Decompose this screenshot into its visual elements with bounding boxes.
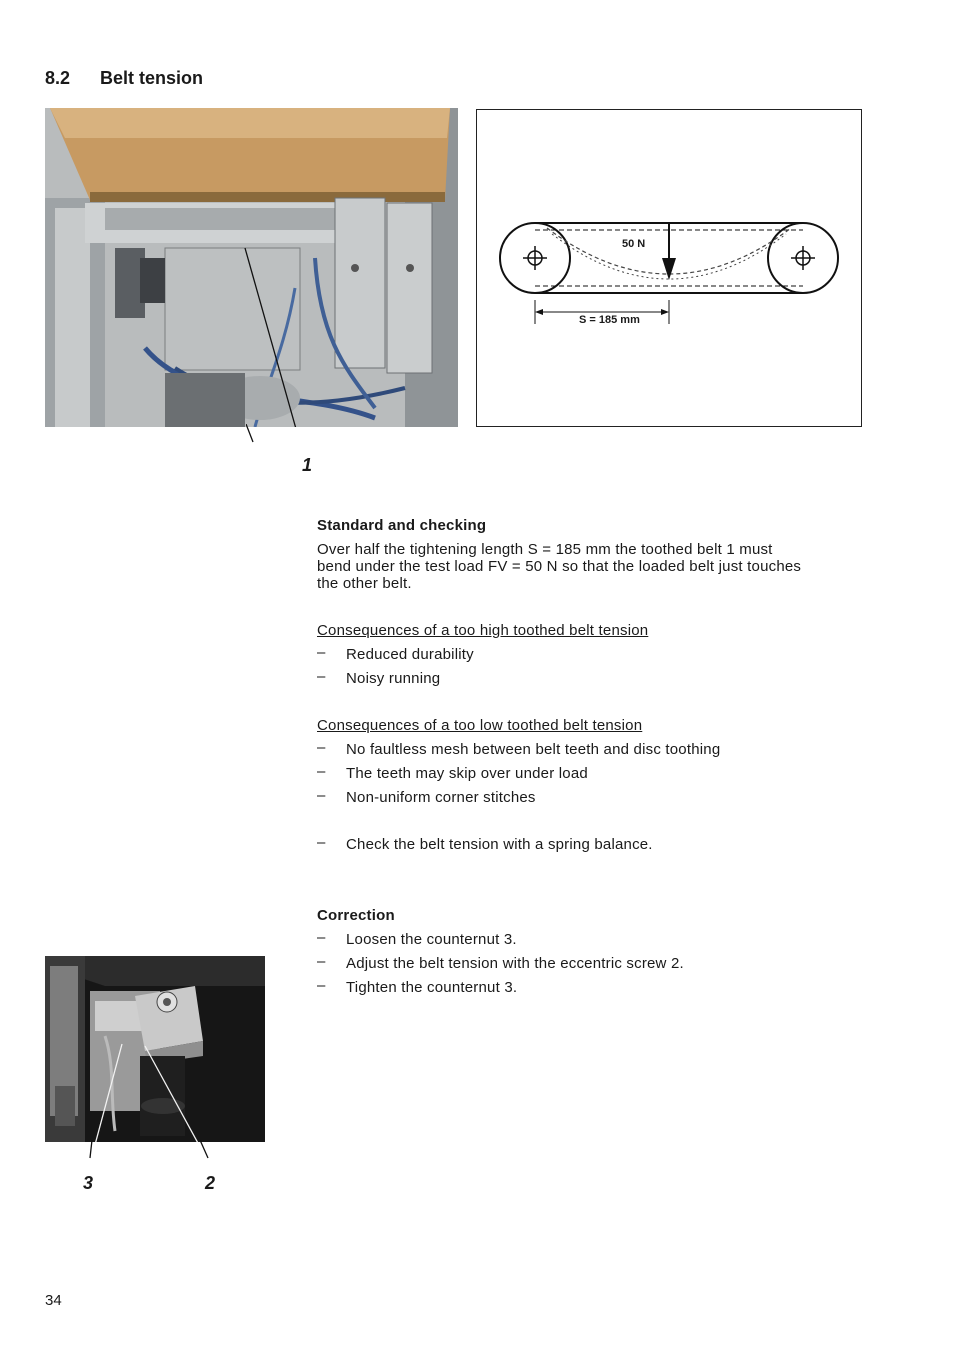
standard-paragraph-line: Over half the tightening length S = 185 mm the toothed belt 1 must	[317, 541, 773, 558]
list-item-text: Adjust the belt tension with the eccentric screw 2.	[346, 955, 684, 972]
section-number: 8.2	[45, 68, 71, 88]
bullet-dash: –	[317, 763, 326, 780]
bullet-dash: –	[317, 644, 326, 661]
eccentric-screw-photo	[45, 956, 265, 1142]
bullet-dash: –	[317, 834, 326, 851]
callout-leader-1	[246, 424, 256, 444]
bullet-dash: –	[317, 739, 326, 756]
bullet-dash: –	[317, 977, 326, 994]
bullet-dash: –	[317, 929, 326, 946]
list-item-text: Tighten the counternut 3.	[346, 979, 518, 996]
standard-paragraph-line: bend under the test load FV = 50 N so that the loaded belt just touches	[317, 558, 802, 575]
list-item-text: No faultless mesh between belt teeth and disc toothing	[346, 741, 721, 758]
bullet-dash: –	[317, 787, 326, 804]
list-item-text: Noisy running	[346, 670, 441, 687]
standard-heading: Standard and checking	[317, 517, 487, 534]
low-tension-heading: Consequences of a too low toothed belt tension	[317, 717, 643, 734]
callout-number-2: 2	[205, 1173, 216, 1193]
callout-leader-3	[88, 1140, 96, 1160]
belt-tension-diagram	[476, 109, 862, 427]
list-item-text: Loosen the counternut 3.	[346, 931, 517, 948]
section-title: Belt tension	[100, 68, 204, 88]
force-label: 50 N	[622, 238, 646, 250]
correction-heading: Correction	[317, 907, 395, 924]
bullet-dash: –	[317, 668, 326, 685]
page-number: 34	[45, 1292, 62, 1309]
list-item-text: Non-uniform corner stitches	[346, 789, 536, 806]
callout-number-1: 1	[302, 455, 313, 475]
list-item-text: Reduced durability	[346, 646, 474, 663]
bullet-dash: –	[317, 953, 326, 970]
list-item-text: The teeth may skip over under load	[346, 765, 588, 782]
belt-drive-photo	[45, 108, 458, 427]
check-step-text: Check the belt tension with a spring balance.	[346, 836, 653, 853]
standard-paragraph-line: the other belt.	[317, 575, 412, 592]
span-label: S = 185 mm	[579, 314, 640, 326]
callout-number-3: 3	[83, 1173, 94, 1193]
high-tension-heading: Consequences of a too high toothed belt tension	[317, 622, 649, 639]
callout-leader-2	[200, 1140, 210, 1160]
